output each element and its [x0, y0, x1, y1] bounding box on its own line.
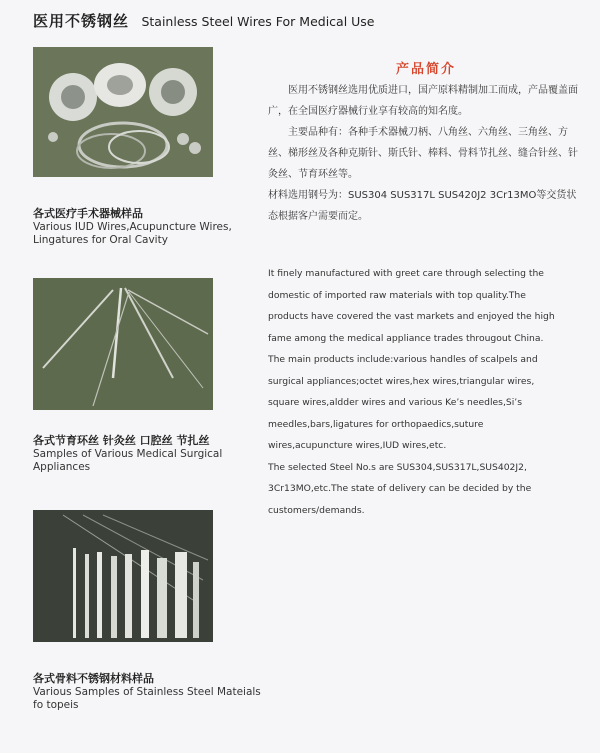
- caption-en: Samples of Various Medical Surgical Appliances: [33, 448, 223, 473]
- intro-paragraph-en: It finely manufactured with greet care through selecting the domestic of imported raw materials with top quality.The products have covered the vast markets and enjoyed the high fame among the medical appliance trades througout China.: [268, 268, 555, 344]
- intro-paragraph-cn: 医用不锈钢丝选用优质进口，国产原料精制加工而成，产品覆盖面广，在全国医疗器械行业享有较高的知名度。: [268, 85, 578, 117]
- sample-caption-1: [33, 207, 273, 247]
- page-title-cn: 医用不锈钢丝: [33, 12, 130, 30]
- intro-text-en: [268, 263, 568, 521]
- intro-paragraph-en: The selected Steel No.s are SUS304,SUS317L,SUS402J2, 3Cr13MO,etc.The state of delivery can be decided by the customers/demands.: [268, 461, 532, 516]
- intro-text-cn: [268, 80, 578, 227]
- intro-heading: 产品简介: [396, 62, 457, 77]
- wire-spools-photo: [33, 47, 213, 177]
- caption-cn: 各式节育环丝 针灸丝 口腔丝 节扎丝: [33, 434, 210, 447]
- page-title-en: Stainless Steel Wires For Medical Use: [141, 14, 375, 29]
- page-header: [33, 10, 375, 31]
- intro-paragraph-cn: 材料选用钢号为：SUS304 SUS317L SUS420J2 3Cr13MO等交货状态根据客户需要而定。: [268, 190, 577, 222]
- sample-caption-3: [33, 672, 273, 712]
- steel-bars-photo: [33, 510, 213, 642]
- intro-paragraph-en: The main products include:various handles of scalpels and surgical appliances;octet wires,hex wires,triangular wires, square wires,aldder wires and various Ke’s needles,Si’s meedles,bars,ligatures for orthopaedics,suture wires,acupuncture wires,IUD wires,etc.: [268, 354, 538, 451]
- caption-en: Various IUD Wires,Acupuncture Wires, Lingatures for Oral Cavity: [33, 221, 232, 246]
- intro-paragraph-cn: 主要品种有：各种手术器械刀柄、八角丝、六角丝、三角丝、方丝、梯形丝及各种克斯针、斯氏针、棒料、骨料节扎丝、缝合针丝、针灸丝、节育环丝等。: [268, 127, 578, 180]
- surgical-needles-photo: [33, 278, 213, 410]
- caption-cn: 各式骨料不锈钢材料样品: [33, 672, 154, 685]
- caption-cn: 各式医疗手术器械样品: [33, 207, 143, 220]
- caption-en: Various Samples of Stainless Steel Mateials fo topeis: [33, 686, 261, 711]
- sample-caption-2: [33, 434, 273, 474]
